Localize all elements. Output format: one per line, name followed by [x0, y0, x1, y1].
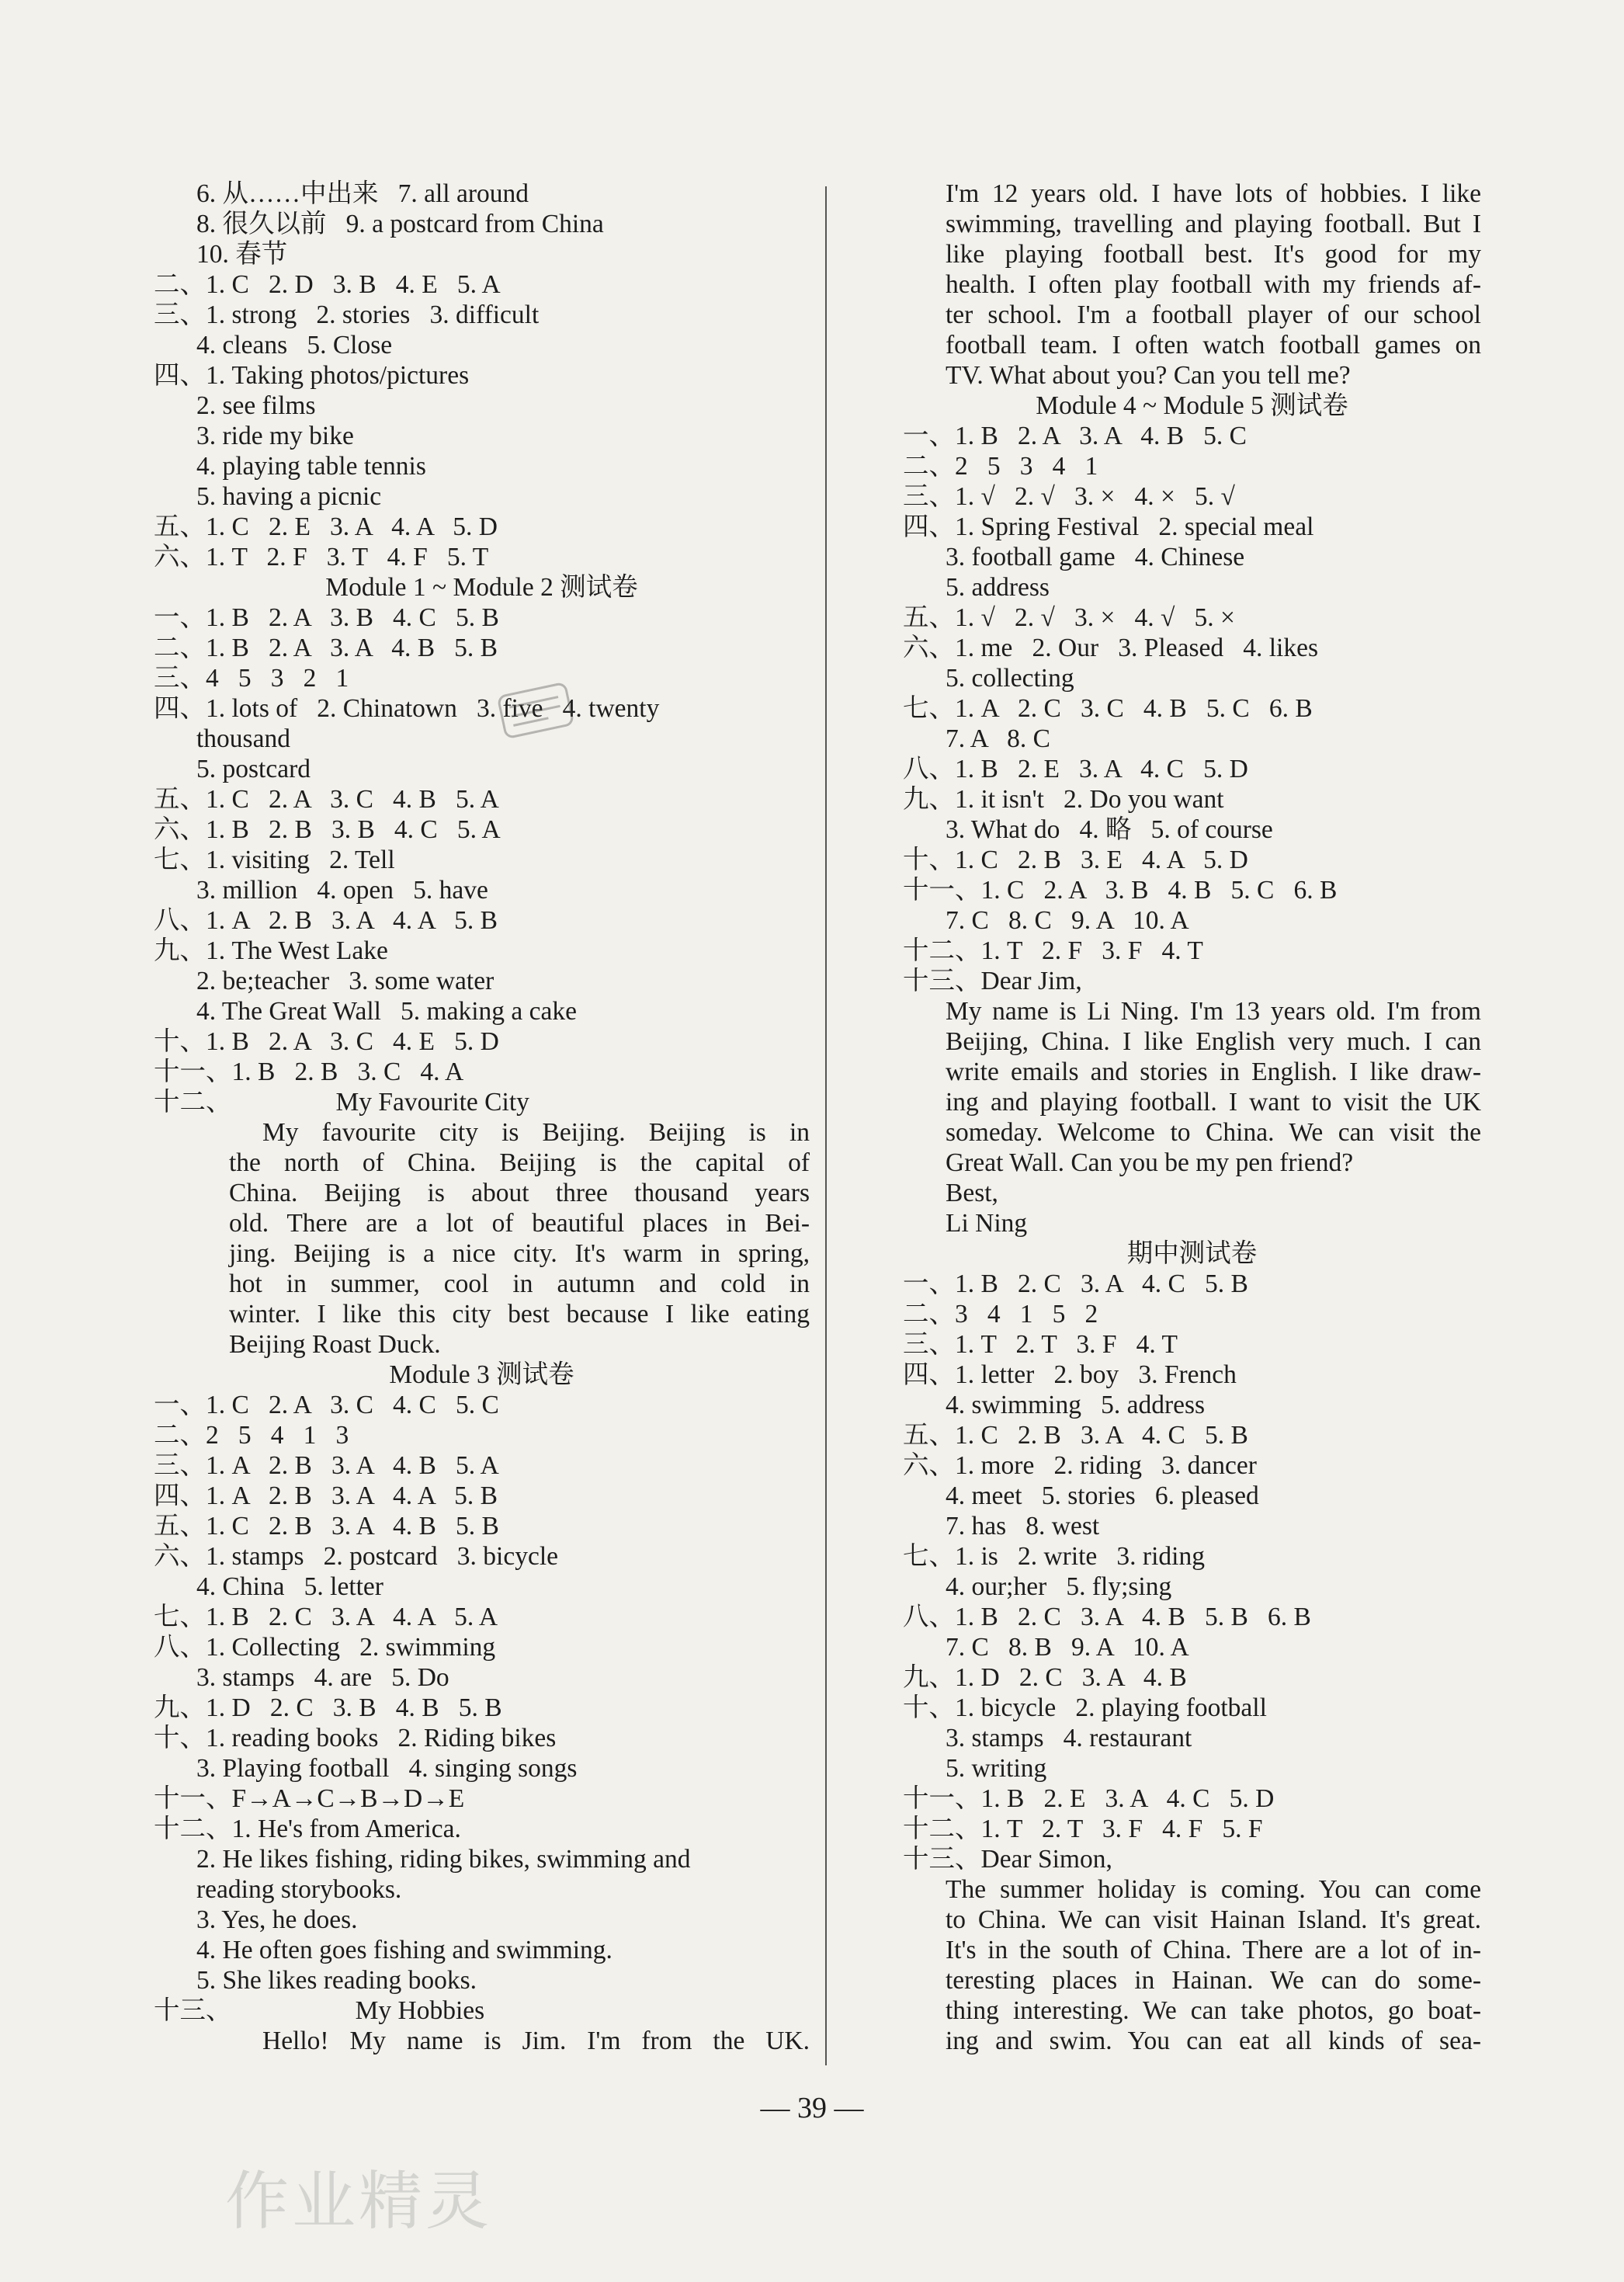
answer-line: 3. Yes, he does.	[196, 1905, 358, 1934]
answer-line: 六、1. more 2. riding 3. dancer	[903, 1451, 1257, 1480]
answer-line: 一、1. C 2. A 3. C 4. C 5. C	[154, 1391, 499, 1419]
page-number: — 39 —	[760, 2092, 864, 2124]
answer-line: 十、1. bicycle 2. playing football	[903, 1693, 1267, 1722]
answer-line: 七、1. B 2. C 3. A 4. A 5. A	[154, 1603, 498, 1631]
answer-line: 7. A 8. C	[946, 724, 1050, 753]
answer-line: 10. 春节	[196, 240, 288, 269]
answer-line: 二、2 5 4 1 3	[154, 1421, 349, 1450]
answer-line: 4. The Great Wall 5. making a cake	[196, 997, 578, 1026]
answer-line: The summer holiday is coming. You can come	[946, 1875, 1481, 1904]
answer-line: hot in summer, cool in autumn and cold in	[229, 1270, 810, 1298]
answer-line: TV. What about you? Can you tell me?	[946, 361, 1351, 390]
answer-line: 一、1. B 2. A 3. B 4. C 5. B	[154, 603, 499, 632]
answer-line: thing interesting. We can take photos, go boat-	[946, 1996, 1481, 2025]
answer-line: 八、1. Collecting 2. swimming	[154, 1633, 496, 1662]
answer-line: 4. China 5. letter	[196, 1572, 383, 1601]
answer-line: 十二、1. T 2. F 3. F 4. T	[903, 936, 1203, 965]
answer-line: 4. meet 5. stories 6. pleased	[946, 1481, 1259, 1510]
answer-line: 六、1. B 2. B 3. B 4. C 5. A	[154, 815, 501, 844]
answer-line: 4. our;her 5. fly;sing	[946, 1572, 1172, 1601]
answer-line: 十二、 My Favourite City	[154, 1088, 529, 1117]
answer-line: 3. Playing football 4. singing songs	[196, 1754, 578, 1783]
answer-line: 5. having a picnic	[196, 482, 382, 511]
column-divider	[825, 186, 827, 2065]
answer-line: Beijing Roast Duck.	[229, 1330, 441, 1359]
answer-line: 3. What do 4. 略 5. of course	[946, 815, 1273, 844]
answer-line: 四、1. letter 2. boy 3. French	[903, 1360, 1237, 1389]
answer-line: 4. cleans 5. Close	[196, 331, 393, 359]
left-column	[154, 179, 810, 2056]
answer-line: like playing football best. It's good for my	[946, 240, 1481, 269]
answer-line: China. Beijing is about three thousand years	[229, 1179, 810, 1207]
answer-line: 五、1. C 2. B 3. A 4. B 5. B	[154, 1512, 499, 1540]
section-heading: Module 1 ~ Module 2 测试卷	[325, 573, 638, 602]
answer-line: 一、1. B 2. A 3. A 4. B 5. C	[903, 422, 1247, 450]
answer-line: 3. stamps 4. are 5. Do	[196, 1663, 449, 1692]
answer-line: 十一、F→A→C→B→D→E	[154, 1784, 465, 1813]
answer-line: 三、4 5 3 2 1	[154, 664, 349, 693]
answer-line: 5. writing	[946, 1754, 1047, 1783]
answer-line: 九、1. D 2. C 3. B 4. B 5. B	[154, 1693, 502, 1722]
answer-line: 4. playing table tennis	[196, 452, 426, 481]
answer-line: football team. I often watch football games on	[946, 331, 1481, 359]
answer-line: 7. C 8. C 9. A 10. A	[946, 906, 1189, 935]
answer-line: 三、1. A 2. B 3. A 4. B 5. A	[154, 1451, 499, 1480]
answer-line: 3. stamps 4. restaurant	[946, 1724, 1192, 1752]
answer-line: Hello! My name is Jim. I'm from the UK.	[262, 2027, 810, 2055]
answer-line: jing. Beijing is a nice city. It's warm in spring,	[229, 1239, 810, 1268]
answer-line: I'm 12 years old. I have lots of hobbies. I like	[946, 179, 1481, 208]
answer-line: 3. ride my bike	[196, 422, 354, 450]
answer-line: 七、1. A 2. C 3. C 4. B 5. C 6. B	[903, 694, 1313, 723]
answer-line: winter. I like this city best because I like eating	[229, 1300, 810, 1329]
answer-line: 三、1. T 2. T 3. F 4. T	[903, 1330, 1178, 1359]
answer-line: ter school. I'm a football player of our school	[946, 300, 1481, 329]
answer-line: 3. million 4. open 5. have	[196, 876, 488, 905]
answer-line: 5. She likes reading books.	[196, 1966, 477, 1995]
answer-line: the north of China. Beijing is the capital of	[229, 1148, 810, 1177]
answer-line: 五、1. √ 2. √ 3. × 4. √ 5. ×	[903, 603, 1235, 632]
answer-line: ing and playing football. I want to visit the UK	[946, 1088, 1481, 1117]
answer-line: Li Ning	[946, 1209, 1028, 1238]
answer-line: My name is Li Ning. I'm 13 years old. I'm from	[946, 997, 1481, 1026]
answer-line: 十一、1. B 2. E 3. A 4. C 5. D	[903, 1784, 1275, 1813]
watermark-logo: 作业精灵	[225, 2165, 493, 2239]
answer-line: 十三、Dear Simon,	[903, 1845, 1112, 1874]
answer-line: 一、1. B 2. C 3. A 4. C 5. B	[903, 1270, 1248, 1298]
answer-line: 二、3 4 1 5 2	[903, 1300, 1098, 1329]
answer-line: reading storybooks.	[196, 1875, 402, 1904]
section-heading: Module 3 测试卷	[389, 1360, 574, 1389]
answer-line: 5. collecting	[946, 664, 1074, 693]
answer-line: 四、1. lots of 2. Chinatown 3. five 4. twenty	[154, 694, 660, 723]
answer-line: 十二、1. T 2. T 3. F 4. F 5. F	[903, 1815, 1263, 1843]
answer-line: 六、1. stamps 2. postcard 3. bicycle	[154, 1542, 559, 1571]
section-heading: Module 4 ~ Module 5 测试卷	[1036, 391, 1348, 420]
answer-line: 7. C 8. B 9. A 10. A	[946, 1633, 1189, 1662]
answer-line: thousand	[196, 724, 290, 753]
answer-line: 六、1. T 2. F 3. T 4. F 5. T	[154, 543, 489, 571]
answer-line: 四、1. Spring Festival 2. special meal	[903, 512, 1314, 541]
answer-line: 十、1. C 2. B 3. E 4. A 5. D	[903, 846, 1248, 874]
answer-line: 四、1. Taking photos/pictures	[154, 361, 470, 390]
answer-line: 3. football game 4. Chinese	[946, 543, 1245, 571]
answer-line: 五、1. C 2. B 3. A 4. C 5. B	[903, 1421, 1248, 1450]
answer-line: to China. We can visit Hainan Island. It's great.	[946, 1905, 1481, 1934]
answer-line: 十一、1. C 2. A 3. B 4. B 5. C 6. B	[903, 876, 1338, 905]
answer-line: My favourite city is Beijing. Beijing is in	[262, 1118, 810, 1147]
answer-line: Beijing, China. I like English very much. I can	[946, 1027, 1481, 1056]
answer-line: 4. He often goes fishing and swimming.	[196, 1936, 612, 1964]
answer-line: 十二、1. He's from America.	[154, 1815, 461, 1843]
answer-line: 十三、 My Hobbies	[154, 1996, 485, 2025]
answer-line: 4. swimming 5. address	[946, 1391, 1206, 1419]
answer-line: 十一、1. B 2. B 3. C 4. A	[154, 1058, 464, 1086]
answer-line: 七、1. is 2. write 3. riding	[903, 1542, 1205, 1571]
answer-line: 九、1. D 2. C 3. A 4. B	[903, 1663, 1187, 1692]
answer-line: someday. Welcome to China. We can visit the	[946, 1118, 1481, 1147]
right-column	[903, 179, 1481, 2056]
answer-line: 六、1. me 2. Our 3. Pleased 4. likes	[903, 634, 1319, 662]
answer-line: 八、1. B 2. C 3. A 4. B 5. B 6. B	[903, 1603, 1311, 1631]
answer-line: health. I often play football with my friends af-	[946, 270, 1481, 299]
answer-line: 二、1. C 2. D 3. B 4. E 5. A	[154, 270, 501, 299]
answer-line: 四、1. A 2. B 3. A 4. A 5. B	[154, 1481, 498, 1510]
answer-line: 十、1. reading books 2. Riding bikes	[154, 1724, 557, 1752]
answer-line: Best,	[946, 1179, 998, 1207]
answer-line: 2. see films	[196, 391, 316, 420]
answer-line: 5. address	[946, 573, 1050, 602]
answer-line: 九、1. The West Lake	[154, 936, 388, 965]
answer-line: 十三、Dear Jim,	[903, 967, 1082, 995]
answer-line: 三、1. √ 2. √ 3. × 4. × 5. √	[903, 482, 1235, 511]
answer-line: 5. postcard	[196, 755, 311, 783]
answer-line: 十、1. B 2. A 3. C 4. E 5. D	[154, 1027, 499, 1056]
answer-line: 6. 从……中出来 7. all around	[196, 179, 529, 208]
answer-line: 八、1. B 2. E 3. A 4. C 5. D	[903, 755, 1248, 783]
answer-line: ing and swim. You can eat all kinds of sea-	[946, 2027, 1481, 2055]
answer-line: It's in the south of China. There are a lot of in-	[946, 1936, 1481, 1964]
answer-line: old. There are a lot of beautiful places in Bei-	[229, 1209, 810, 1238]
answer-line: 七、1. visiting 2. Tell	[154, 846, 395, 874]
answer-line: 2. He likes fishing, riding bikes, swimming and	[196, 1845, 691, 1874]
answer-line: 八、1. A 2. B 3. A 4. A 5. B	[154, 906, 498, 935]
answer-line: write emails and stories in English. I like draw-	[946, 1058, 1481, 1086]
answer-line: 二、1. B 2. A 3. A 4. B 5. B	[154, 634, 498, 662]
answer-line: 三、1. strong 2. stories 3. difficult	[154, 300, 540, 329]
answer-line: 2. be;teacher 3. some water	[196, 967, 494, 995]
answer-line: swimming, travelling and playing football. But I	[946, 210, 1481, 238]
answer-line: 五、1. C 2. E 3. A 4. A 5. D	[154, 512, 498, 541]
answer-line: Great Wall. Can you be my pen friend?	[946, 1148, 1354, 1177]
section-heading: 期中测试卷	[1126, 1239, 1258, 1268]
answer-line: 二、2 5 3 4 1	[903, 452, 1098, 481]
answer-line: 九、1. it isn't 2. Do you want	[903, 785, 1224, 814]
answer-line: 8. 很久以前 9. a postcard from China	[196, 210, 604, 238]
answer-line: 7. has 8. west	[946, 1512, 1100, 1540]
answer-line: teresting places in Hainan. We can do some-	[946, 1966, 1481, 1995]
answer-line: 五、1. C 2. A 3. C 4. B 5. A	[154, 785, 499, 814]
